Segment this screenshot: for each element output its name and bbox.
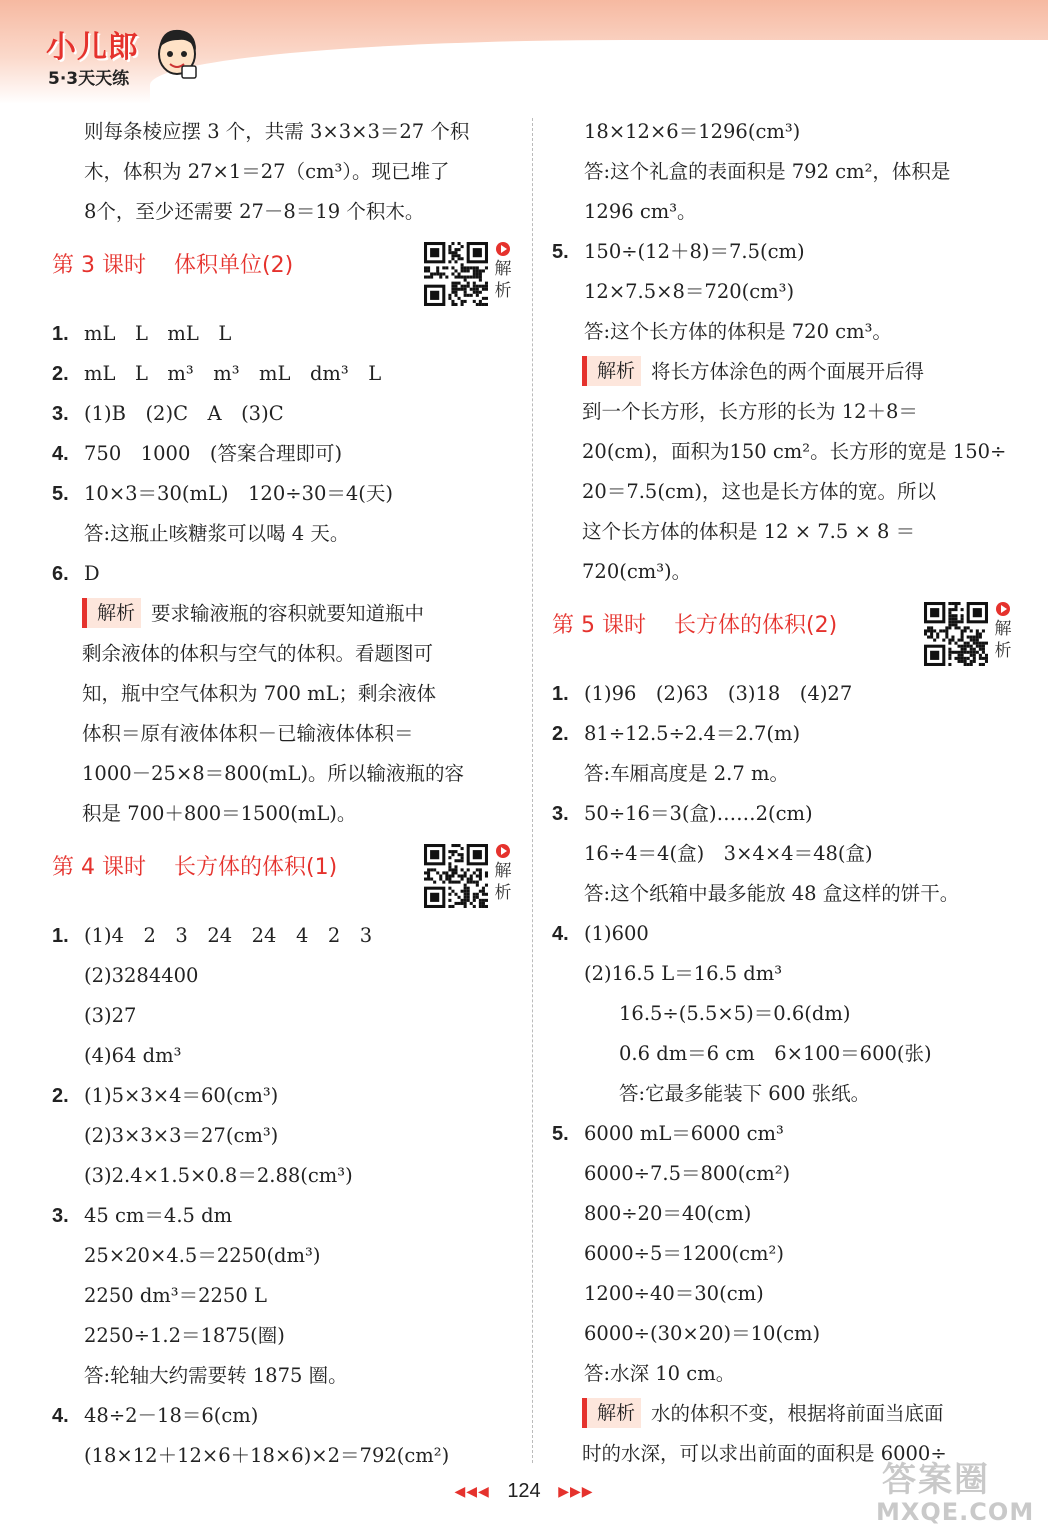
- analysis-line: [52, 714, 514, 754]
- qr-code-icon[interactable]: [424, 844, 488, 908]
- analysis-line: [552, 1394, 1022, 1434]
- answer-line: [52, 474, 514, 514]
- answer-text: 16.5÷(5.5×5)＝0.6(dm): [619, 1002, 851, 1025]
- answer-line: [52, 1436, 514, 1476]
- answer-text: (1)600: [584, 922, 649, 945]
- answer-text: (2)16.5 L＝16.5 dm³: [584, 962, 783, 985]
- answer-line: [52, 434, 514, 474]
- answer-line: [52, 1116, 514, 1156]
- question-number: 3.: [552, 803, 569, 825]
- answer-text: 150÷(12＋8)＝7.5(cm): [584, 240, 805, 263]
- analysis-text: 720(cm³)。: [582, 560, 692, 583]
- play-icon: [496, 844, 510, 858]
- answer-text: (1)5×3×4＝60(cm³): [84, 1084, 279, 1107]
- answer-line: [552, 232, 1022, 272]
- answer-text: mL L m³ m³ mL dm³ L: [84, 362, 382, 385]
- analysis-text-wrap: [82, 794, 356, 834]
- answer-text: 750 1000 (答案合理即可): [84, 442, 343, 465]
- answer-line: [52, 1396, 514, 1436]
- analysis-text: 体积＝原有液体体积－已输液体体积＝: [82, 722, 414, 745]
- lesson5-title-number: 第 5 课时: [552, 613, 646, 638]
- analysis-line: [552, 512, 1022, 552]
- question-number: 1.: [52, 925, 69, 947]
- answer-line: [552, 312, 1022, 352]
- answer-line: [552, 994, 1022, 1034]
- question-number: 2.: [52, 1085, 69, 1107]
- right-column: [552, 112, 1022, 1474]
- answer-text: 18×12×6＝1296(cm³): [584, 120, 801, 143]
- answer-text: 2250 dm³＝2250 L: [84, 1284, 267, 1307]
- analysis-text: 到一个长方形，长方形的长为 12＋8＝: [582, 400, 918, 423]
- answer-line: [552, 794, 1022, 834]
- analysis-line: [52, 594, 514, 634]
- answer-line: [552, 192, 1022, 232]
- question-number: 4.: [552, 923, 569, 945]
- series-name: 5·3天天练: [48, 69, 130, 89]
- answer-text: D: [84, 562, 100, 585]
- lesson4-header: [52, 834, 514, 916]
- answer-text: (3)27: [84, 1004, 137, 1027]
- analysis-line: [552, 392, 1022, 432]
- analysis-text: 时的水深，可以求出前面的面积是 6000÷: [582, 1442, 947, 1465]
- analysis-text-wrap: [82, 754, 464, 794]
- answer-line: [52, 394, 514, 434]
- answer-line: [552, 112, 1022, 152]
- answer-text: 答:这个纸箱中最多能放 48 盒这样的饼干。: [584, 882, 960, 905]
- answer-text: (2)3×3×3＝27(cm³): [84, 1124, 279, 1147]
- lesson5-header: [552, 592, 1022, 674]
- lesson3-title-number: 第 3 课时: [52, 253, 146, 278]
- lesson4-title-number: 第 4 课时: [52, 855, 146, 880]
- qr-code-icon[interactable]: [424, 242, 488, 306]
- answer-text: 答:轮轴大约需要转 1875 圈。: [84, 1364, 348, 1387]
- question-number: 1.: [52, 323, 69, 345]
- answer-line: [52, 354, 514, 394]
- answer-line: [52, 514, 514, 554]
- answer-line: [552, 1194, 1022, 1234]
- answer-text: 48÷2－18＝6(cm): [84, 1404, 259, 1427]
- analysis-text-wrap: [82, 674, 436, 714]
- analysis-text-wrap: [82, 594, 424, 634]
- page-number: 124: [507, 1480, 541, 1503]
- analysis-text: 这个长方体的体积是 12 × 7.5 × 8 ＝: [582, 520, 916, 543]
- lesson3-title-topic: 体积单位(2): [173, 253, 294, 278]
- analysis-tag: 解析: [582, 356, 641, 386]
- answer-line: [552, 1034, 1022, 1074]
- answer-line: [52, 1276, 514, 1316]
- answer-text: 1200÷40＝30(cm): [584, 1282, 764, 1305]
- answer-line: [552, 914, 1022, 954]
- analysis-line: [52, 794, 514, 834]
- answer-line: [52, 554, 514, 594]
- analysis-text-wrap: [582, 392, 918, 432]
- answer-text: 答:这个长方体的体积是 720 cm³。: [584, 320, 892, 343]
- analysis-text-wrap: [582, 352, 924, 392]
- watermark: [842, 1452, 1042, 1536]
- analysis-tag: 解析: [82, 598, 141, 628]
- answer-line: [552, 1154, 1022, 1194]
- analysis-line: [52, 634, 514, 674]
- qr-play-label[interactable]: [992, 600, 1014, 662]
- answer-text: (1)96 (2)63 (3)18 (4)27: [584, 682, 853, 705]
- answer-line: [52, 1036, 514, 1076]
- line-text: 木，体积为 27×1＝27（cm³）。现已堆了: [84, 160, 450, 183]
- answer-text: 6000÷(30×20)＝10(cm): [584, 1322, 821, 1345]
- text-line: [52, 192, 514, 232]
- text-line: [52, 112, 514, 152]
- answer-text: 0.6 dm＝6 cm 6×100＝600(张): [619, 1042, 932, 1065]
- answer-line: [52, 1236, 514, 1276]
- analysis-tag: 解析: [582, 1398, 641, 1428]
- qr-label-text: 解析: [494, 259, 512, 301]
- answer-line: [552, 1274, 1022, 1314]
- answer-line: [52, 956, 514, 996]
- answer-text: 答:这个礼盒的表面积是 792 cm²，体积是: [584, 160, 951, 183]
- answer-line: [552, 1354, 1022, 1394]
- question-number: 4.: [52, 443, 69, 465]
- prev-arrows-icon: ◀◀◀: [454, 1483, 490, 1500]
- column-divider: [532, 118, 533, 1463]
- analysis-text: 剩余液体的体积与空气的体积。看题图可: [82, 642, 434, 665]
- answer-text: 81÷12.5÷2.4＝2.7(m): [584, 722, 801, 745]
- question-number: 1.: [552, 683, 569, 705]
- brand-logo: [46, 22, 206, 94]
- answer-text: 答:水深 10 cm。: [584, 1362, 736, 1385]
- answer-line: [552, 834, 1022, 874]
- answer-line: [552, 754, 1022, 794]
- qr-code-icon[interactable]: [924, 602, 988, 666]
- answer-line: [552, 714, 1022, 754]
- answer-line: [552, 1074, 1022, 1114]
- analysis-text-wrap: [582, 552, 691, 592]
- question-number: 5.: [552, 1123, 569, 1145]
- qr-label-text: 解析: [494, 861, 512, 903]
- answer-text: 2250÷1.2＝1875(圈): [84, 1324, 285, 1347]
- analysis-line: [552, 352, 1022, 392]
- lesson4-title: [52, 850, 337, 881]
- answer-text: 800÷20＝40(cm): [584, 1202, 752, 1225]
- lesson3-header: [52, 232, 514, 314]
- brand-name: 小儿郎: [46, 30, 139, 65]
- qr-play-label[interactable]: [492, 842, 514, 904]
- qr-play-label[interactable]: [492, 240, 514, 302]
- answer-text: (2)3284400: [84, 964, 199, 987]
- question-number: 3.: [52, 403, 69, 425]
- lesson5-title: [552, 608, 837, 639]
- analysis-text-wrap: [582, 472, 936, 512]
- analysis-text-wrap: [582, 1394, 944, 1434]
- answer-line: [52, 314, 514, 354]
- answer-text: 10×3＝30(mL) 120÷30＝4(天): [84, 482, 394, 505]
- answer-line: [552, 272, 1022, 312]
- watermark-title: 答案圈: [882, 1460, 990, 1500]
- answer-line: [52, 1316, 514, 1356]
- analysis-text-wrap: [582, 432, 1006, 472]
- lesson4-title-topic: 长方体的体积(1): [173, 855, 338, 880]
- answer-line: [552, 954, 1022, 994]
- watermark-url: MXQE.COM: [876, 1498, 1035, 1526]
- answer-text: 12×7.5×8＝720(cm³): [584, 280, 795, 303]
- question-number: 5.: [52, 483, 69, 505]
- line-text: 8个，至少还需要 27－8＝19 个积木。: [84, 200, 425, 223]
- analysis-text-wrap: [82, 634, 433, 674]
- question-number: 5.: [552, 241, 569, 263]
- answer-line: [52, 916, 514, 956]
- question-number: 3.: [52, 1205, 69, 1227]
- answer-text: 1296 cm³。: [584, 200, 697, 223]
- analysis-line: [552, 552, 1022, 592]
- answer-text: 6000 mL＝6000 cm³: [584, 1122, 784, 1145]
- analysis-text: 将长方体涂色的两个面展开后得: [651, 360, 925, 383]
- analysis-text: 要求输液瓶的容积就要知道瓶中: [151, 602, 425, 625]
- analysis-text: 积是 700＋800＝1500(mL)。: [82, 802, 357, 825]
- answer-text: (18×12＋12×6＋18×6)×2＝792(cm²): [84, 1444, 450, 1467]
- question-number: 2.: [52, 363, 69, 385]
- qr-label-text: 解析: [994, 619, 1012, 661]
- analysis-text-wrap: [582, 512, 915, 552]
- left-column: [52, 112, 514, 1476]
- answer-text: (1)B (2)C A (3)C: [84, 402, 284, 425]
- answer-line: [552, 1234, 1022, 1274]
- lesson5-title-topic: 长方体的体积(2): [673, 613, 838, 638]
- answer-line: [552, 674, 1022, 714]
- answer-text: 50÷16＝3(盒)……2(cm): [584, 802, 813, 825]
- play-icon: [996, 602, 1010, 616]
- question-number: 2.: [552, 723, 569, 745]
- answer-text: 45 cm＝4.5 dm: [84, 1204, 233, 1227]
- text-line: [52, 152, 514, 192]
- answer-text: 答:这瓶止咳糖浆可以喝 4 天。: [84, 522, 350, 545]
- analysis-text-wrap: [82, 714, 414, 754]
- analysis-line: [552, 472, 1022, 512]
- lesson3-title: [52, 248, 293, 279]
- analysis-line: [52, 754, 514, 794]
- answer-text: mL L mL L: [84, 322, 232, 345]
- answer-line: [52, 1076, 514, 1116]
- answer-text: 25×20×4.5＝2250(dm³): [84, 1244, 321, 1267]
- answer-text: 6000÷7.5＝800(cm²): [584, 1162, 791, 1185]
- answer-line: [52, 1356, 514, 1396]
- analysis-text: 1000－25×8＝800(mL)。所以输液瓶的容: [82, 762, 465, 785]
- answer-text: 答:它最多能装下 600 张纸。: [619, 1082, 871, 1105]
- next-arrows-icon: ▶▶▶: [558, 1483, 594, 1500]
- mascot-icon: [154, 24, 200, 84]
- answer-line: [552, 874, 1022, 914]
- answer-line: [52, 1196, 514, 1236]
- answer-line: [52, 996, 514, 1036]
- answer-text: (1)4 2 3 24 24 4 2 3: [84, 924, 373, 947]
- answer-line: [52, 1156, 514, 1196]
- line-text: 则每条棱应摆 3 个，共需 3×3×3＝27 个积: [84, 120, 470, 143]
- answer-line: [552, 1314, 1022, 1354]
- answer-text: (3)2.4×1.5×0.8＝2.88(cm³): [84, 1164, 353, 1187]
- play-icon: [496, 242, 510, 256]
- answer-text: 6000÷5＝1200(cm²): [584, 1242, 784, 1265]
- analysis-text: 20＝7.5(cm)，这也是长方体的宽。所以: [582, 480, 936, 503]
- answer-text: (4)64 dm³: [84, 1044, 182, 1067]
- analysis-line: [52, 674, 514, 714]
- analysis-text: 知，瓶中空气体积为 700 mL；剩余液体: [82, 682, 437, 705]
- answer-line: [552, 152, 1022, 192]
- answer-text: 答:车厢高度是 2.7 m。: [584, 762, 789, 785]
- analysis-line: [552, 432, 1022, 472]
- analysis-text: 20(cm)，面积为150 cm²。长方形的宽是 150÷: [582, 440, 1007, 463]
- answer-text: 16÷4＝4(盒) 3×4×4＝48(盒): [584, 842, 873, 865]
- answer-line: [552, 1114, 1022, 1154]
- question-number: 6.: [52, 563, 69, 585]
- question-number: 4.: [52, 1405, 69, 1427]
- analysis-text: 水的体积不变，根据将前面当底面: [651, 1402, 944, 1425]
